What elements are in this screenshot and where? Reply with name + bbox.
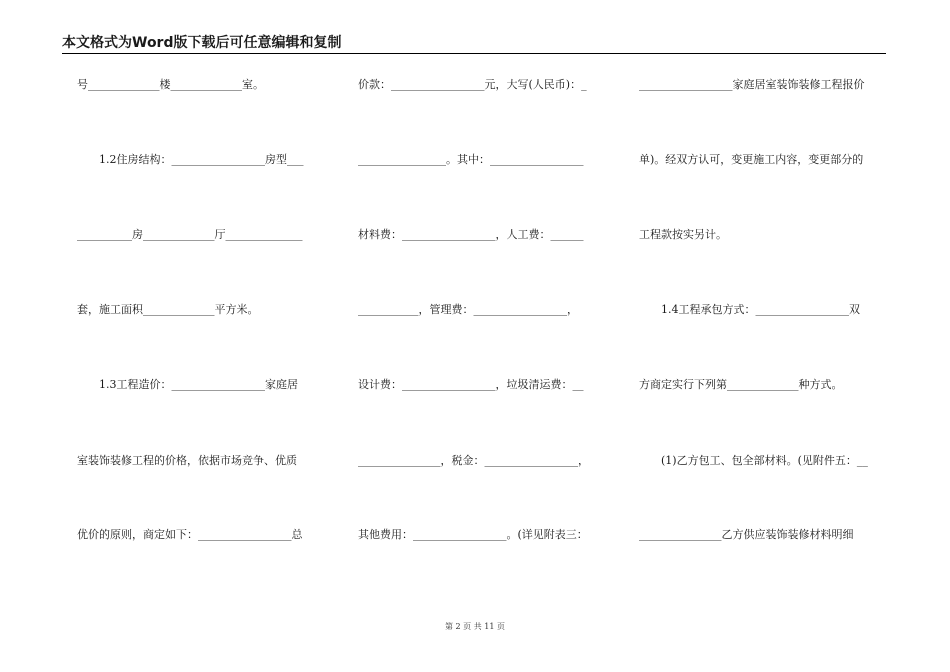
text-line: __________房_____________厅______________ [77, 228, 303, 241]
text-line: ___________，管理费：_________________， [358, 303, 578, 316]
text-line: 套，施工面积_____________平方米。 [77, 303, 259, 316]
text-line: 设计费：_________________，垃圾清运费：__ [358, 378, 584, 391]
text-line: ________________。其中：_________________ [358, 153, 584, 166]
text-line: 号_____________楼_____________室。 [77, 78, 264, 91]
text-line: 优价的原则，商定如下：_________________总 [77, 528, 303, 541]
text-line: 材料费：_________________，人工费：______ [358, 228, 584, 241]
header-divider [62, 53, 886, 54]
text-column-2 [358, 70, 608, 550]
text-line: 室装饰装修工程的价格，依据市场竞争、优质 [77, 454, 297, 467]
text-line: 价款：_________________元，大写(人民币)：_ [358, 78, 587, 91]
text-line: 单)。经双方认可，变更施工内容，变更部分的 [639, 153, 864, 166]
text-line: 1.3工程造价：_________________家庭居 [99, 378, 298, 391]
text-line: 方商定实行下列第_____________种方式。 [639, 378, 843, 391]
text-line: 1.2住房结构：_________________房型___ [99, 153, 304, 166]
text-line: _______________，税金：_________________， [358, 454, 589, 467]
document-header-title: 本文格式为Word版下载后可任意编辑和复制 [62, 35, 342, 51]
page-number-footer: 第 2 页 共 11 页 [445, 622, 505, 631]
text-column-1 [77, 70, 323, 550]
text-column-3 [639, 70, 887, 550]
text-line: (1)乙方包工、包全部材料。(见附件五：__ [661, 454, 868, 467]
text-line: 1.4工程承包方式：_________________双 [661, 303, 860, 316]
text-line: 工程款按实另计。 [639, 228, 727, 241]
text-line: _________________家庭居室装饰装修工程报价 [639, 78, 865, 91]
text-line: 其他费用：_________________。(详见附表三： [358, 528, 588, 541]
text-line: _______________乙方供应装饰装修材料明细 [639, 528, 854, 541]
